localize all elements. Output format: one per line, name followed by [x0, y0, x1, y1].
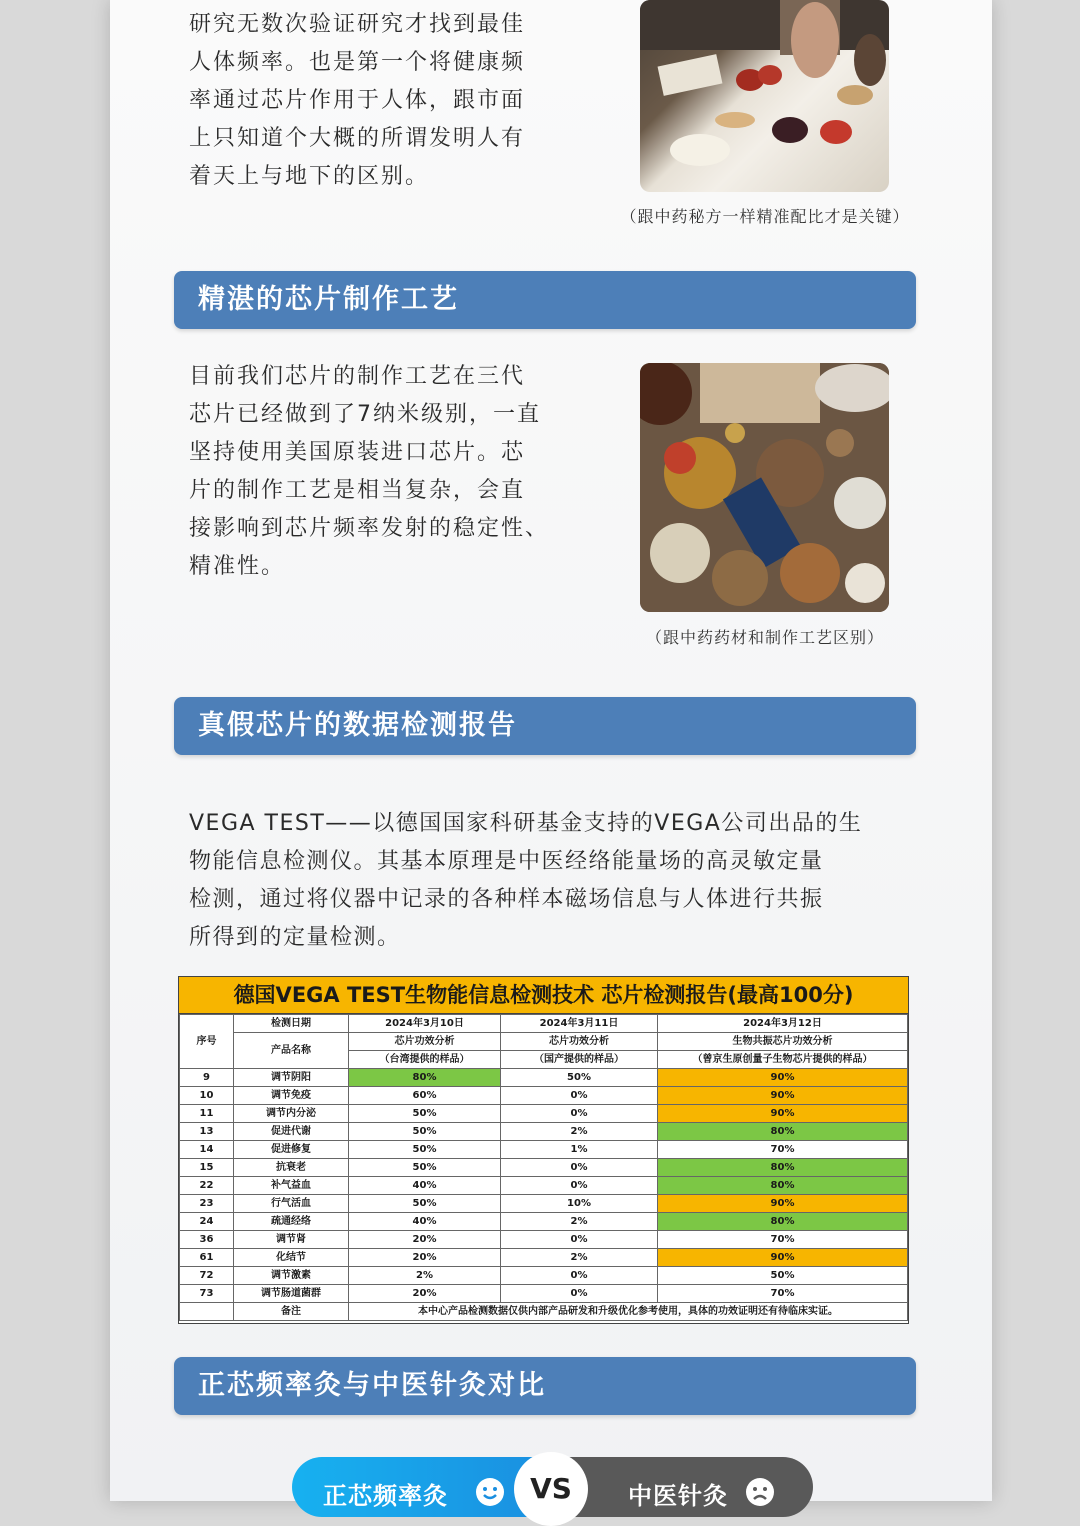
row-no: 10 [180, 1087, 234, 1105]
row-value-taiwan: 20% [349, 1231, 501, 1249]
smile-face-icon [476, 1478, 504, 1506]
header-date-3: 2024年3月12日 [658, 1015, 908, 1033]
section-heading-craft: 精湛的芯片制作工艺 [174, 271, 916, 329]
row-no: 24 [180, 1213, 234, 1231]
compare-right-label: 中医针灸 [628, 1482, 728, 1510]
row-value-original: 70% [658, 1231, 908, 1249]
row-value-taiwan: 80% [349, 1069, 501, 1087]
row-product-name: 促进代谢 [234, 1123, 349, 1141]
herbs-assortment-photo [640, 363, 889, 612]
row-no: 15 [180, 1159, 234, 1177]
row-value-taiwan: 60% [349, 1087, 501, 1105]
row-value-taiwan: 40% [349, 1213, 501, 1231]
row-value-original: 90% [658, 1195, 908, 1213]
row-value-original: 90% [658, 1105, 908, 1123]
table-row [180, 1195, 908, 1213]
row-product-name: 调节内分泌 [234, 1105, 349, 1123]
row-value-domestic: 0% [501, 1285, 658, 1303]
note-text: 本中心产品检测数据仅供内部产品研发和升级优化参考使用，具体的功效证明还有待临床实证。 [349, 1303, 908, 1321]
craft-paragraph: 目前我们芯片的制作工艺在三代 芯片已经做到了7纳米级别，一直 坚持使用美国原装进口芯片。芯 片的制作工艺是相当复杂，会直 接影响到芯片频率发射的稳定性、 精准性。 [189, 364, 550, 579]
row-value-taiwan: 20% [349, 1285, 501, 1303]
row-product-name: 化结节 [234, 1249, 349, 1267]
table-row [180, 1123, 908, 1141]
row-value-domestic: 0% [501, 1105, 658, 1123]
header-source-1: （台湾提供的样品） [349, 1051, 501, 1069]
research-caption: （跟中药秘方一样精准配比才是关键） [620, 207, 910, 226]
herbs-hand-photo [640, 0, 889, 192]
row-no: 13 [180, 1123, 234, 1141]
row-value-domestic: 2% [501, 1213, 658, 1231]
header-date-1: 2024年3月10日 [349, 1015, 501, 1033]
row-value-taiwan: 50% [349, 1141, 501, 1159]
row-no: 73 [180, 1285, 234, 1303]
row-value-domestic: 0% [501, 1231, 658, 1249]
compare-left-label: 正芯频率灸 [323, 1482, 448, 1510]
row-value-domestic: 0% [501, 1177, 658, 1195]
row-value-original: 80% [658, 1213, 908, 1231]
header-date-2: 2024年3月11日 [501, 1015, 658, 1033]
row-value-taiwan: 50% [349, 1159, 501, 1177]
note-label: 备注 [234, 1303, 349, 1321]
row-value-domestic: 2% [501, 1123, 658, 1141]
row-value-domestic: 0% [501, 1267, 658, 1285]
row-value-domestic: 50% [501, 1069, 658, 1087]
table-row [180, 1249, 908, 1267]
row-no: 22 [180, 1177, 234, 1195]
row-product-name: 调节肾 [234, 1231, 349, 1249]
row-value-original: 80% [658, 1123, 908, 1141]
row-product-name: 促进修复 [234, 1141, 349, 1159]
row-no: 14 [180, 1141, 234, 1159]
table-row [180, 1087, 908, 1105]
header-no: 序号 [180, 1015, 234, 1069]
row-no: 11 [180, 1105, 234, 1123]
row-value-original: 80% [658, 1159, 908, 1177]
row-value-domestic: 1% [501, 1141, 658, 1159]
report-paragraph: VEGA TEST——以德国国家科研基金支持的VEGA公司出品的生 物能信息检测仪。其基本原理是中医经络能量场的高灵敏定量 检测，通过将仪器中记录的各种样本磁场信息与人体进行共振 所得到的定量检测。 [189, 811, 863, 950]
row-value-domestic: 0% [501, 1159, 658, 1177]
craft-caption: （跟中药药材和制作工艺区别） [645, 628, 884, 647]
header-analysis-1: 芯片功效分析 [349, 1033, 501, 1051]
row-value-taiwan: 50% [349, 1123, 501, 1141]
row-product-name: 行气活血 [234, 1195, 349, 1213]
row-value-taiwan: 50% [349, 1195, 501, 1213]
table-row [180, 1285, 908, 1303]
row-product-name: 抗衰老 [234, 1159, 349, 1177]
row-value-taiwan: 50% [349, 1105, 501, 1123]
row-value-original: 70% [658, 1141, 908, 1159]
detection-report-table [178, 976, 909, 1324]
research-paragraph: 研究无数次验证研究才找到最佳 人体频率。也是第一个将健康频 率通过芯片作用于人体，跟市面 上只知道个大概的所谓发明人有 着天上与地下的区别。 [189, 12, 526, 189]
row-no: 61 [180, 1249, 234, 1267]
row-value-original: 90% [658, 1069, 908, 1087]
sad-face-icon [746, 1478, 774, 1506]
table-row [180, 1231, 908, 1249]
row-value-original: 50% [658, 1267, 908, 1285]
table-row [180, 1177, 908, 1195]
row-value-domestic: 2% [501, 1249, 658, 1267]
row-value-taiwan: 40% [349, 1177, 501, 1195]
table-row [180, 1141, 908, 1159]
table-row [180, 1267, 908, 1285]
row-no: 23 [180, 1195, 234, 1213]
header-analysis-3: 生物共振芯片功效分析 [658, 1033, 908, 1051]
row-value-original: 90% [658, 1249, 908, 1267]
row-product-name: 疏通经络 [234, 1213, 349, 1231]
row-value-original: 90% [658, 1087, 908, 1105]
header-source-3: （曾京生原创量子生物芯片提供的样品） [658, 1051, 908, 1069]
row-product-name: 调节阴阳 [234, 1069, 349, 1087]
row-value-original: 80% [658, 1177, 908, 1195]
table-row [180, 1213, 908, 1231]
note-spacer [180, 1303, 234, 1321]
row-product-name: 调节免疫 [234, 1087, 349, 1105]
header-product: 产品名称 [234, 1033, 349, 1069]
row-product-name: 调节肠道菌群 [234, 1285, 349, 1303]
row-no: 9 [180, 1069, 234, 1087]
row-product-name: 补气益血 [234, 1177, 349, 1195]
row-no: 72 [180, 1267, 234, 1285]
header-date: 检测日期 [234, 1015, 349, 1033]
section-heading-report: 真假芯片的数据检测报告 [174, 697, 916, 755]
row-value-taiwan: 20% [349, 1249, 501, 1267]
table-row [180, 1069, 908, 1087]
row-value-taiwan: 2% [349, 1267, 501, 1285]
row-product-name: 调节激素 [234, 1267, 349, 1285]
row-no: 36 [180, 1231, 234, 1249]
table-row [180, 1159, 908, 1177]
header-analysis-2: 芯片功效分析 [501, 1033, 658, 1051]
section-heading-compare: 正芯频率灸与中医针灸对比 [174, 1357, 916, 1415]
table-row [180, 1105, 908, 1123]
header-source-2: （国产提供的样品） [501, 1051, 658, 1069]
row-value-original: 70% [658, 1285, 908, 1303]
report-title: 德国VEGA TEST生物能信息检测技术 芯片检测报告(最高100分) [179, 977, 908, 1014]
vs-badge: VS [514, 1452, 588, 1526]
row-value-domestic: 0% [501, 1087, 658, 1105]
row-value-domestic: 10% [501, 1195, 658, 1213]
